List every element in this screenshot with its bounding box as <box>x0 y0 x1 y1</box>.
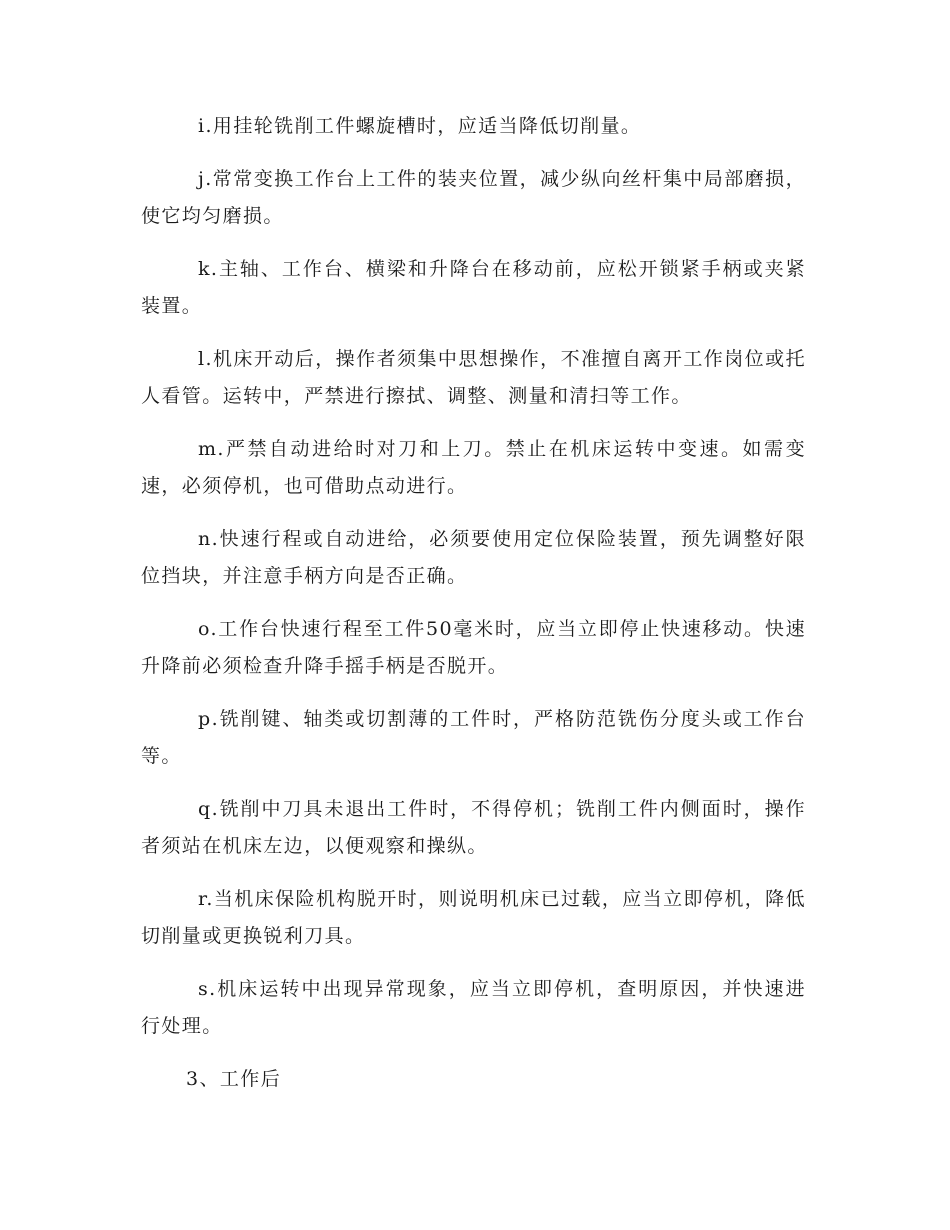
paragraph-o: o.工作台快速行程至工件50毫米时，应当立即停止快速移动。快速升降前必须检查升降手摇手柄是否脱开。 <box>141 618 806 677</box>
paragraph-q: q.铣削中刀具未退出工件时，不得停机；铣削工件内侧面时，操作者须站在机床左边，以便观察和操纵。 <box>141 798 806 857</box>
paragraph-s: s.机床运转中出现异常现象，应当立即停机，查明原因，并快速进行处理。 <box>141 978 806 1037</box>
document-body <box>141 108 806 1098</box>
paragraph-r: r.当机床保险机构脱开时，则说明机床已过载，应当立即停机，降低切削量或更换锐利刀具。 <box>141 888 806 947</box>
section-heading: 3、工作后 <box>186 1068 282 1090</box>
paragraph-j: j.常常变换工作台上工件的装夹位置，减少纵向丝杆集中局部磨损，使它均匀磨损。 <box>141 168 806 227</box>
paragraph-k: k.主轴、工作台、横梁和升降台在移动前，应松开锁紧手柄或夹紧装置。 <box>141 258 806 317</box>
paragraph-m: m.严禁自动进给时对刀和上刀。禁止在机床运转中变速。如需变速，必须停机，也可借助点动进行。 <box>141 438 806 497</box>
paragraph-n: n.快速行程或自动进给，必须要使用定位保险装置，预先调整好限位挡块，并注意手柄方向是否正确。 <box>141 528 806 587</box>
paragraph-p: p.铣削键、轴类或切割薄的工件时，严格防范铣伤分度头或工作台等。 <box>141 708 806 767</box>
paragraph-l: l.机床开动后，操作者须集中思想操作，不准擅自离开工作岗位或托人看管。运转中，严禁进行擦拭、调整、测量和清扫等工作。 <box>141 348 806 407</box>
paragraph-i: i.用挂轮铣削工件螺旋槽时，应适当降低切削量。 <box>198 115 642 137</box>
